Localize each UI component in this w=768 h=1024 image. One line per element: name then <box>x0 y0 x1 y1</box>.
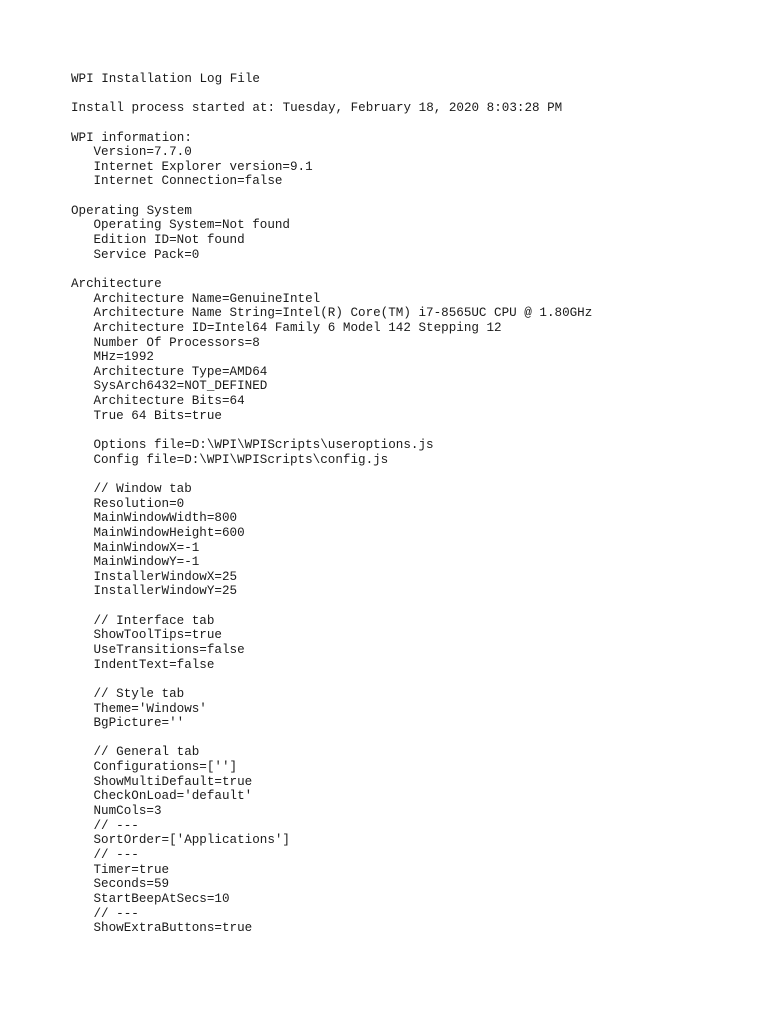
log-line: Architecture ID=Intel64 Family 6 Model 142 Stepping 12 <box>93 320 502 335</box>
install-start-line: Install process started at: Tuesday, February 18, 2020 8:03:28 PM <box>71 101 563 116</box>
log-line: Version=7.7.0 <box>93 145 192 160</box>
log-line: Architecture Name String=Intel(R) Core(TM) i7-8565UC CPU @ 1.80GHz <box>93 306 593 321</box>
option-line: ShowExtraButtons=true <box>93 921 253 936</box>
blank-line <box>71 116 751 131</box>
log-line: Architecture Bits=64 <box>93 394 245 409</box>
blank-line <box>71 423 751 438</box>
blank-line <box>71 262 751 277</box>
options-file-line: Options file=D:\WPI\WPIScripts\useroptions.js <box>93 438 434 453</box>
log-line: Internet Explorer version=9.1 <box>93 159 313 174</box>
comment-style-tab: // Style tab <box>93 686 185 701</box>
blank-line <box>71 672 751 687</box>
log-line: Architecture Name=GenuineIntel <box>93 291 321 306</box>
comment-interface-tab: // Interface tab <box>93 613 215 628</box>
separator-comment: // --- <box>93 847 139 862</box>
option-line: MainWindowWidth=800 <box>93 511 238 526</box>
section-heading-architecture: Architecture <box>71 276 162 291</box>
log-line: Edition ID=Not found <box>93 233 245 248</box>
log-title: WPI Installation Log File <box>71 72 260 86</box>
log-line: Service Pack=0 <box>93 247 200 262</box>
option-line: Theme='Windows' <box>93 701 207 716</box>
log-line: Architecture Type=AMD64 <box>93 364 268 379</box>
option-line: ShowMultiDefault=true <box>93 774 253 789</box>
option-line: InstallerWindowX=25 <box>93 569 238 584</box>
option-line: MainWindowHeight=600 <box>93 525 245 540</box>
option-line: MainWindowX=-1 <box>93 540 200 555</box>
log-line: Operating System=Not found <box>93 218 290 233</box>
log-line: True 64 Bits=true <box>93 408 222 423</box>
option-line: BgPicture='' <box>93 716 185 731</box>
blank-line <box>71 731 751 746</box>
blank-line <box>71 599 751 614</box>
comment-general-tab: // General tab <box>93 745 200 760</box>
option-line: Timer=true <box>93 862 170 877</box>
separator-comment: // --- <box>93 818 139 833</box>
option-line: NumCols=3 <box>93 804 162 819</box>
option-line: CheckOnLoad='default' <box>93 789 253 804</box>
comment-window-tab: // Window tab <box>93 481 192 496</box>
section-heading-operating-system: Operating System <box>71 203 192 218</box>
option-line: IndentText=false <box>93 657 215 672</box>
blank-line <box>71 189 751 204</box>
option-line: UseTransitions=false <box>93 642 245 657</box>
section-heading-wpi-information: WPI information: <box>71 130 192 145</box>
log-document <box>71 72 751 936</box>
separator-comment: // --- <box>93 906 139 921</box>
option-line: Resolution=0 <box>93 496 185 511</box>
log-line: MHz=1992 <box>93 350 154 365</box>
option-line: StartBeepAtSecs=10 <box>93 891 230 906</box>
option-line: MainWindowY=-1 <box>93 555 200 570</box>
log-line: Internet Connection=false <box>93 174 283 189</box>
option-line: Seconds=59 <box>93 877 170 892</box>
option-line: ShowToolTips=true <box>93 628 222 643</box>
option-line: SortOrder=['Applications'] <box>93 833 290 848</box>
log-line: Number Of Processors=8 <box>93 335 260 350</box>
option-line: InstallerWindowY=25 <box>93 584 238 599</box>
blank-line <box>71 87 751 102</box>
blank-line <box>71 467 751 482</box>
option-line: Configurations=[''] <box>93 760 238 775</box>
log-line: SysArch6432=NOT_DEFINED <box>93 379 268 394</box>
config-file-line: Config file=D:\WPI\WPIScripts\config.js <box>93 452 389 467</box>
